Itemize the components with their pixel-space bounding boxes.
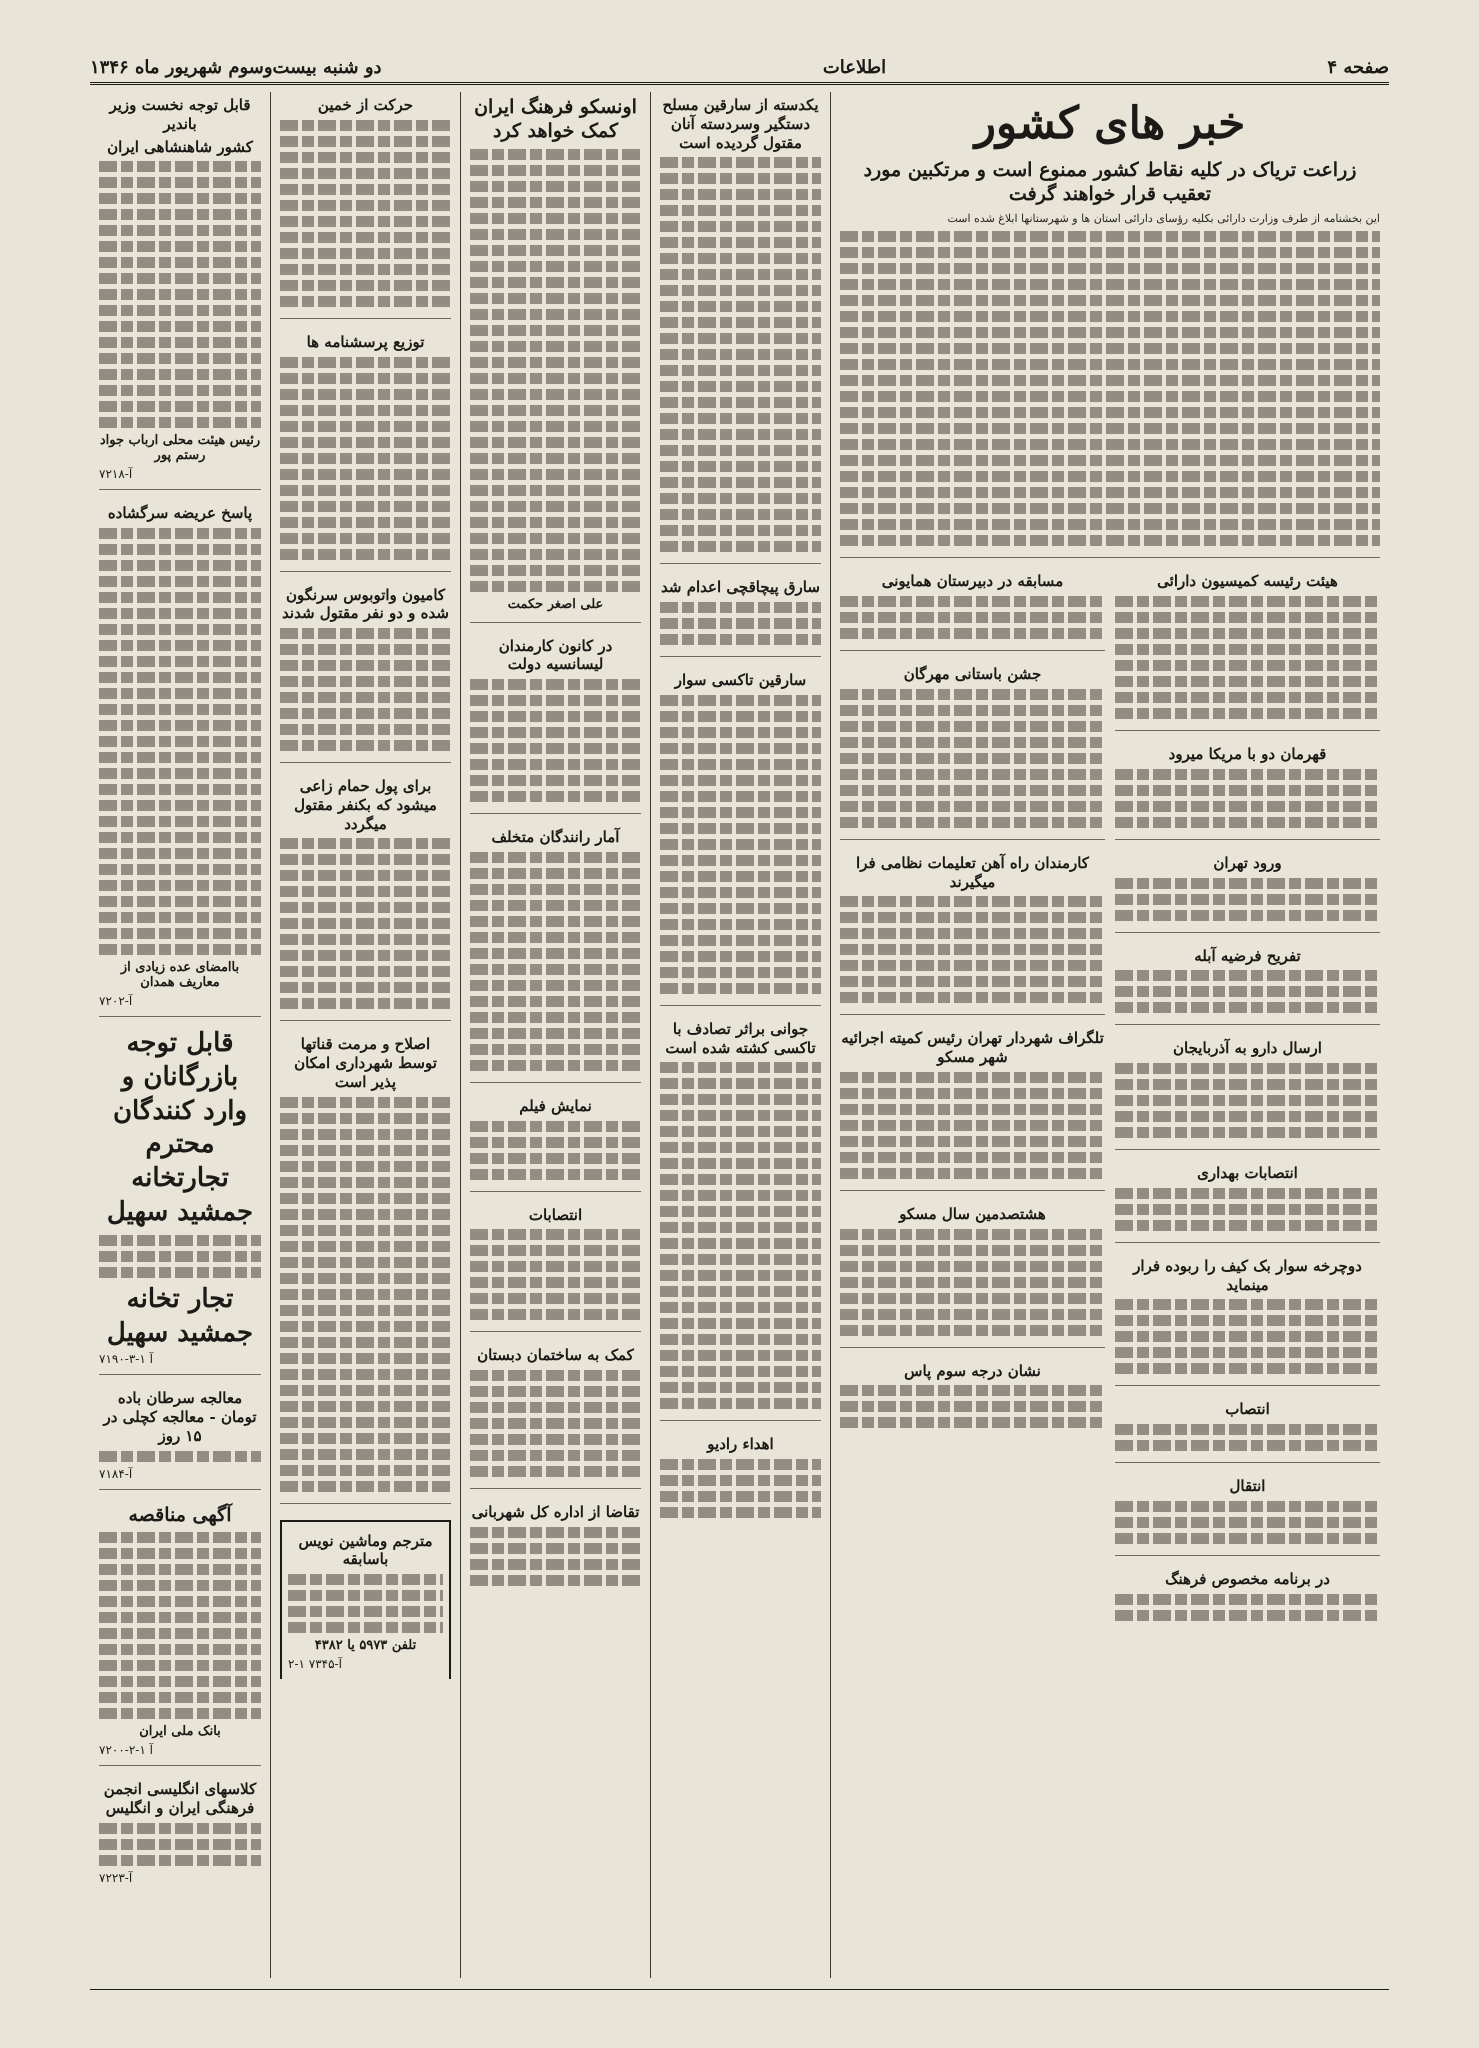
article-title: سارقین تاکسی سوار — [674, 671, 807, 689]
article-title: اونسکو فرهنگ ایران کمک خواهد کرد — [474, 96, 637, 142]
ad-headline-3: تجارتخانه جمشید سهیل — [106, 1163, 254, 1227]
ad-phone: تلفن ۵۹۷۳ یا ۴۳۸۲ — [314, 1638, 417, 1653]
article-title: مسابقه در دبیرستان همایونی — [881, 572, 1064, 591]
subcolumn-left — [840, 568, 1105, 1978]
article-runner-america — [1115, 741, 1380, 840]
article-questionnaires — [280, 329, 451, 572]
article-smallpox — [1115, 943, 1380, 1026]
article-title: سارق پیچاقچی اعدام شد — [661, 578, 820, 597]
article-telegram-moscow — [840, 1025, 1105, 1191]
ad-signature: بانک ملی ایران — [139, 1724, 221, 1740]
article-health-appointments — [1115, 1160, 1380, 1243]
article-title: کامیون واتوبوس سرنگون شده و دو نفر مقتول شدند — [282, 585, 449, 623]
article-ref: ۷۲۱۸-آ — [99, 467, 133, 482]
ad-ref: ۷۲۰۰-آ ۱-۲ — [99, 1743, 153, 1758]
article-bicycle-theft — [1115, 1253, 1380, 1387]
article-title: نشان درجه سوم پاس — [904, 1361, 1041, 1380]
article-title: تلگراف شهردار تهران رئیس کمیته اجرائیه شهر مسکو — [841, 1029, 1104, 1067]
article-title: نمایش فیلم — [519, 1096, 592, 1115]
article-signature: رئیس هیئت محلی ارباب جواد رستم پور — [99, 433, 261, 464]
ad-jamshid-soheil — [99, 1027, 261, 1375]
article-title: هشتصدمین سال مسکو — [899, 1204, 1046, 1223]
article-title: جشن باستانی مهرگان — [903, 665, 1042, 684]
article-transfer — [1115, 1473, 1380, 1556]
article-title: هیئت رئیسه کمیسیون دارائی — [1157, 572, 1338, 591]
column-culture-news — [460, 92, 650, 1978]
paper-name: اطلاعات — [822, 57, 887, 78]
ad-tender — [99, 1500, 261, 1767]
section-title: خبر های کشور — [974, 98, 1246, 149]
article-graduates-club — [470, 633, 641, 815]
column-provincial-news — [270, 92, 460, 1978]
article-school-contest — [840, 568, 1105, 651]
masthead — [90, 48, 1389, 85]
column-crime-news — [650, 92, 830, 1978]
article-title: کارمندان راه آهن تعلیمات نظامی فرا میگیرند — [856, 853, 1089, 891]
issue-date: دو شنبه بیست‌وسوم شهریور ماه ۱۳۴۶ — [90, 57, 382, 78]
page-number: صفحه ۴ — [1327, 57, 1389, 78]
ad-treatment — [99, 1385, 261, 1489]
ad-title: مترجم وماشین نویس باسابقه — [298, 1531, 433, 1569]
ad-headline-1: قابل توجه بازرگانان و — [121, 1028, 239, 1092]
article-taxi-robbers — [660, 667, 821, 1006]
article-appointments — [470, 1202, 641, 1333]
article-signature: علی اصغر حکمت — [507, 596, 604, 612]
article-knife-robber — [660, 574, 821, 657]
article-title: در کانون کارمندان لیسانسیه دولت — [498, 636, 613, 674]
article-title: آمار رانندگان متخلف — [491, 828, 620, 846]
article-drivers-stats — [470, 824, 641, 1083]
article-moscow-800 — [840, 1201, 1105, 1348]
article-mehregan — [840, 661, 1105, 840]
column-domestic-news — [830, 92, 1389, 1978]
ad-translator — [280, 1520, 451, 1680]
domestic-subcolumns — [840, 568, 1380, 1978]
article-title: قابل توجه نخست وزیر باندیر — [109, 96, 251, 133]
ad-ref: ۷۱۹۰-آ ۱-۳ — [99, 1352, 153, 1367]
column-notices — [90, 92, 270, 1978]
article-title: اصلاح و مرمت قناتها توسط شهرداری امکان پذیر است — [294, 1035, 437, 1091]
article-title: انتصابات — [528, 1205, 583, 1224]
page-footer-rule — [90, 1989, 1389, 2008]
article-radio-donation — [660, 1431, 821, 1529]
ad-ref: ۷۲۲۳-آ — [99, 1870, 133, 1885]
article-railway-training — [840, 850, 1105, 1016]
article-appointment — [1115, 1396, 1380, 1463]
article-khomein — [280, 92, 451, 319]
article-title: دوچرخه سوار بک کیف را ربوده فرار مینماید — [1133, 1256, 1362, 1294]
article-title: تقاضا از اداره کل شهربانی — [471, 1503, 640, 1521]
article-opium-ban — [840, 155, 1380, 558]
ad-title: معالجه سرطان باده تومان - معالجه کچلی در ۱۵ روز — [103, 1389, 257, 1445]
article-finance-committee — [1115, 568, 1380, 731]
article-pm-attention — [99, 92, 261, 490]
article-title: ارسال دارو به آذربایجان — [1173, 1039, 1322, 1058]
article-film-show — [470, 1093, 641, 1192]
article-culture-program — [1115, 1566, 1380, 1632]
article-title: جوانی براثر تصادف با تاکسی کشته شده است — [665, 1019, 816, 1057]
ad-company-name: تجار تخانه جمشید سهیل — [106, 1283, 254, 1348]
article-qanat-repair — [280, 1031, 451, 1503]
article-title: برای پول حمام زاعی میشود که بکنفر مقتول میگردد — [294, 777, 437, 833]
article-title: قهرمان دو با مریکا میرود — [1168, 745, 1327, 764]
article-arrival-tehran — [1115, 850, 1380, 933]
subcolumn-right — [1115, 568, 1380, 1978]
article-title: انتصابات بهداری — [1197, 1164, 1298, 1183]
article-title: یکدسته از سارقین مسلح دستگیر وسردسته آنان مقتول گردیده است — [662, 96, 819, 152]
ad-headline-2: وارد کنندگان محترم — [112, 1095, 248, 1160]
article-title: انتصاب — [1225, 1400, 1270, 1419]
article-title: پاسخ عریضه سرگشاده — [107, 504, 253, 523]
ad-ref: ۷۱۸۴-آ — [99, 1466, 133, 1481]
article-title: زراعت تریاک در کلیه نقاط کشور ممنوع است و مرتکبین مورد تعقیب قرار خواهند گرفت — [863, 159, 1357, 205]
ad-title: آگهی مناقصه — [128, 1503, 232, 1526]
ad-ref: ۲-۱ ۷۳۴۵-آ — [288, 1657, 342, 1671]
article-armed-robbers — [660, 92, 821, 564]
article-school-building — [470, 1342, 641, 1489]
article-title: ورود تهران — [1213, 853, 1282, 872]
article-lede: این بخشنامه از طرف وزارت دارائی بکلیه رؤسای دارائی استان ها و شهرستانها ابلاغ شده است — [947, 211, 1380, 225]
ad-title: کلاسهای انگلیسی انجمن فرهنگی ایران و انگلیس — [103, 1780, 257, 1818]
article-police-request — [470, 1499, 641, 1597]
article-title: کمک به ساختمان دبستان — [477, 1346, 634, 1365]
article-unesco — [470, 92, 641, 623]
article-bath-murder — [280, 773, 451, 1021]
article-title: انتقال — [1229, 1477, 1266, 1496]
article-truck-bus-crash — [280, 582, 451, 764]
article-subtitle: کشور شاهنشاهی ایران — [107, 137, 253, 156]
article-open-letter-reply — [99, 500, 261, 1017]
ad-english-classes — [99, 1776, 261, 1893]
article-medal — [840, 1358, 1105, 1440]
article-ref: ۷۲۰۲-آ — [99, 994, 133, 1008]
columns — [90, 92, 1389, 1978]
article-title: حرکت از خمین — [317, 96, 414, 114]
article-title: در برنامه مخصوص فرهنگ — [1165, 1569, 1330, 1588]
article-signature: باامضای عده زیادی از معاریف همدان — [120, 960, 240, 990]
article-medicine-azerbaijan — [1115, 1035, 1380, 1150]
article-title: توزیع پرسشنامه ها — [306, 332, 425, 351]
article-title: تفریح فرضیه آبله — [1194, 946, 1301, 965]
article-title: اهداء رادیو — [707, 1435, 774, 1454]
article-taxi-accident — [660, 1016, 821, 1422]
